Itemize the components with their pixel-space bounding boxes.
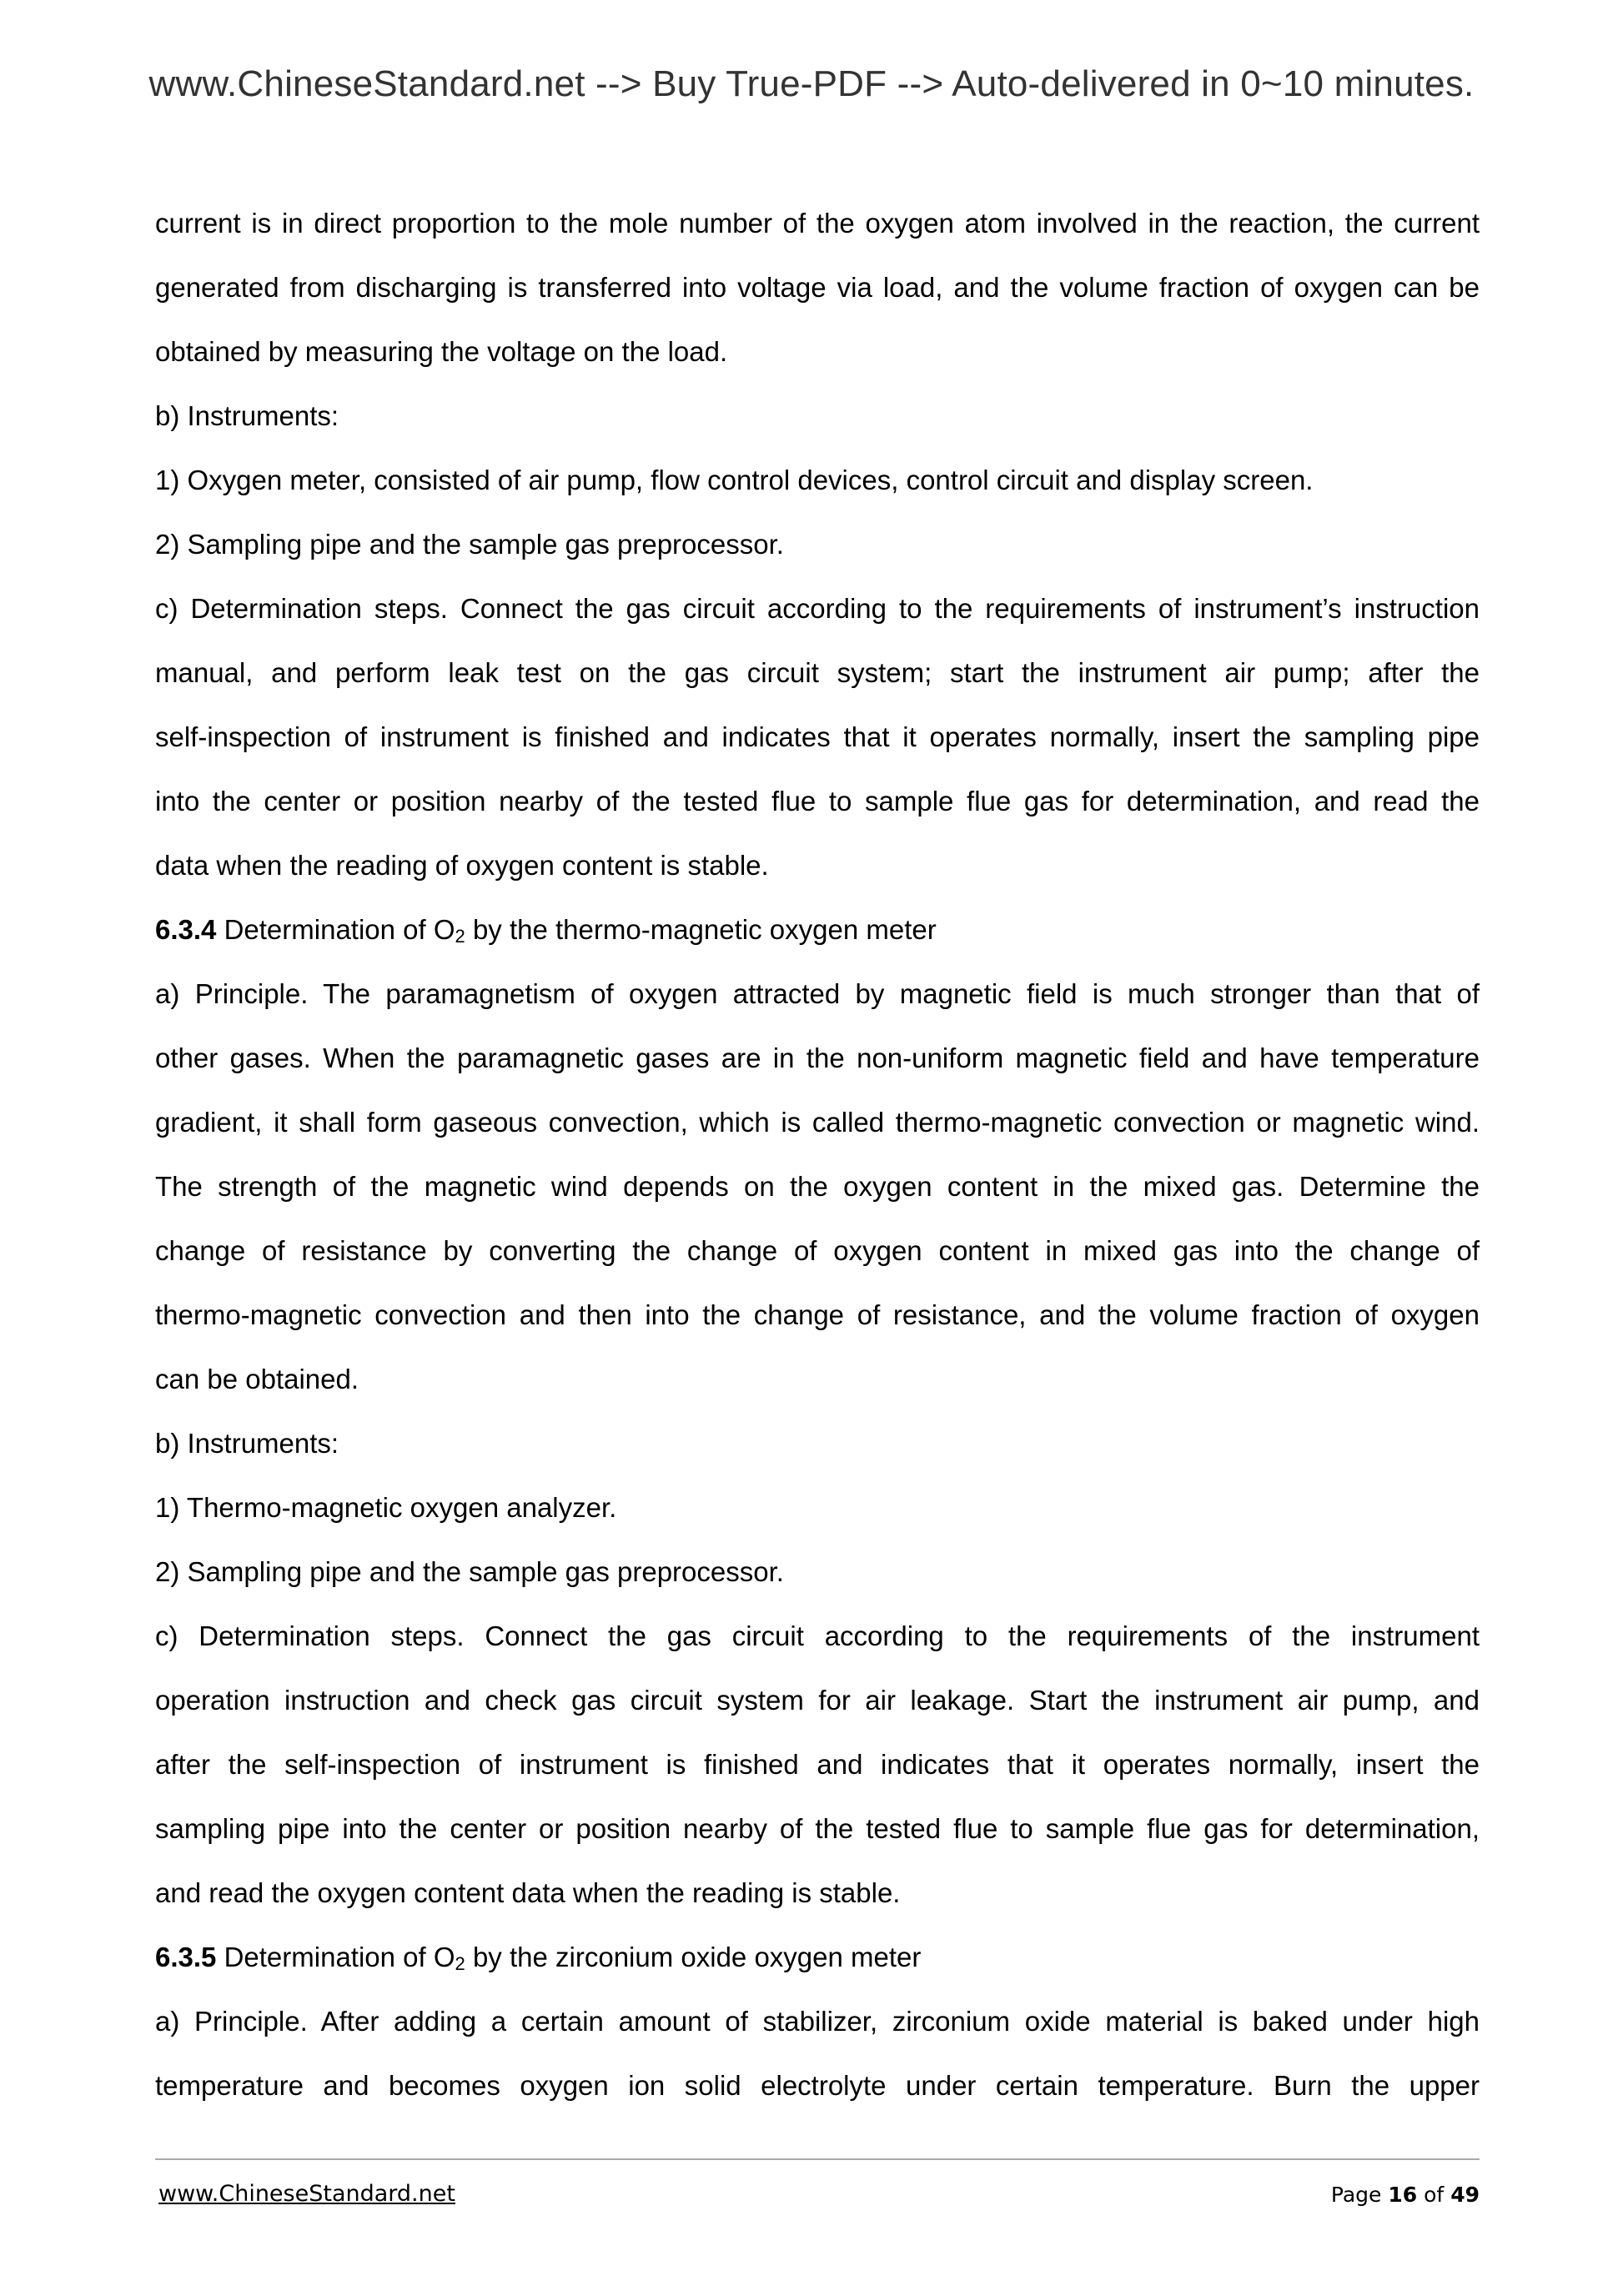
total-pages: 49 — [1450, 2183, 1480, 2207]
text-line: other gases. When the paramagnetic gases are in the non-uniform magnetic field and have temperature — [155, 1042, 1480, 1073]
text-line: a) Principle. After adding a certain amount of stabilizer, zirconium oxide material is baked under high — [155, 2006, 1480, 2037]
instrument-item: 2) Sampling pipe and the sample gas preprocessor. — [155, 1556, 784, 1587]
text-line: c) Determination steps. Connect the gas circuit according to the requirements of instrument’s instruction — [155, 593, 1480, 624]
text-line: operation instruction and check gas circuit system for air leakage. Start the instrument air pump, and — [155, 1685, 1480, 1716]
header-banner[interactable]: www.ChineseStandard.net --> Buy True-PDF --> Auto-delivered in 0~10 minutes. — [148, 63, 1475, 104]
text-line: into the center or position nearby of the tested flue to sample flue gas for determination, and read the — [155, 786, 1480, 816]
text-line: manual, and perform leak test on the gas circuit system; start the instrument air pump; after the — [155, 657, 1480, 688]
text-line: sampling pipe into the center or position nearby of the tested flue to sample flue gas for determination, — [155, 1813, 1480, 1844]
subscript: 2 — [455, 1953, 465, 1974]
section-heading-6-3-4 — [155, 907, 1480, 971]
text-line: current is in direct proportion to the mole number of the oxygen atom involved in the reaction, the current — [155, 208, 1480, 239]
section-number: 6.3.5 — [155, 1942, 217, 1972]
text-line: temperature and becomes oxygen ion solid electrolyte under certain temperature. Burn the upper — [155, 2070, 1480, 2101]
section-heading-6-3-5 — [155, 1934, 1480, 1998]
text-line: and read the oxygen content data when the reading is stable. — [155, 1877, 901, 1908]
section-title-pre: Determination of O — [216, 914, 455, 945]
text-line: c) Determination steps. Connect the gas circuit according to the requirements of the instrument — [155, 1620, 1480, 1651]
text-line: obtained by measuring the voltage on the load. — [155, 336, 728, 367]
instrument-item: 1) Oxygen meter, consisted of air pump, flow control devices, control circuit and display screen. — [155, 465, 1314, 495]
instruments-heading: b) Instruments: — [155, 1428, 339, 1459]
subscript: 2 — [455, 926, 465, 947]
section-title-post: by the thermo-magnetic oxygen meter — [465, 914, 937, 945]
instruments-heading: b) Instruments: — [155, 400, 339, 431]
instrument-item: 2) Sampling pipe and the sample gas preprocessor. — [155, 529, 784, 560]
text-line: a) Principle. The paramagnetism of oxygen attracted by magnetic field is much stronger than that of — [155, 978, 1480, 1009]
section-number: 6.3.4 — [155, 914, 217, 945]
text-line: The strength of the magnetic wind depends on the oxygen content in the mixed gas. Determine the — [155, 1171, 1480, 1202]
text-line: can be obtained. — [155, 1364, 359, 1394]
section-title-pre: Determination of O — [216, 1942, 455, 1972]
text-line: self-inspection of instrument is finished and indicates that it operates normally, insert the sampling pipe — [155, 721, 1480, 752]
footer-divider — [155, 2158, 1480, 2160]
text-line: change of resistance by converting the change of oxygen content in mixed gas into the change of — [155, 1235, 1480, 1266]
of-word: of — [1424, 2183, 1445, 2207]
text-line: gradient, it shall form gaseous convection, which is called thermo-magnetic convection or magnetic wind. — [155, 1107, 1480, 1138]
text-line: thermo-magnetic convection and then into the change of resistance, and the volume fraction of oxygen — [155, 1299, 1480, 1330]
page-word: Page — [1330, 2183, 1382, 2207]
text-line: data when the reading of oxygen content is stable. — [155, 850, 769, 881]
section-title-post: by the zirconium oxide oxygen meter — [465, 1942, 922, 1972]
text-line: generated from discharging is transferred into voltage via load, and the volume fraction of oxygen can be — [155, 272, 1480, 303]
page-number — [1331, 2183, 1480, 2207]
page-body — [155, 200, 1480, 2127]
current-page: 16 — [1388, 2183, 1418, 2207]
text-line: after the self-inspection of instrument is finished and indicates that it operates normally, insert the — [155, 1749, 1480, 1780]
instrument-item: 1) Thermo-magnetic oxygen analyzer. — [155, 1492, 617, 1523]
footer-website-link[interactable]: www.ChineseStandard.net — [158, 2181, 455, 2207]
